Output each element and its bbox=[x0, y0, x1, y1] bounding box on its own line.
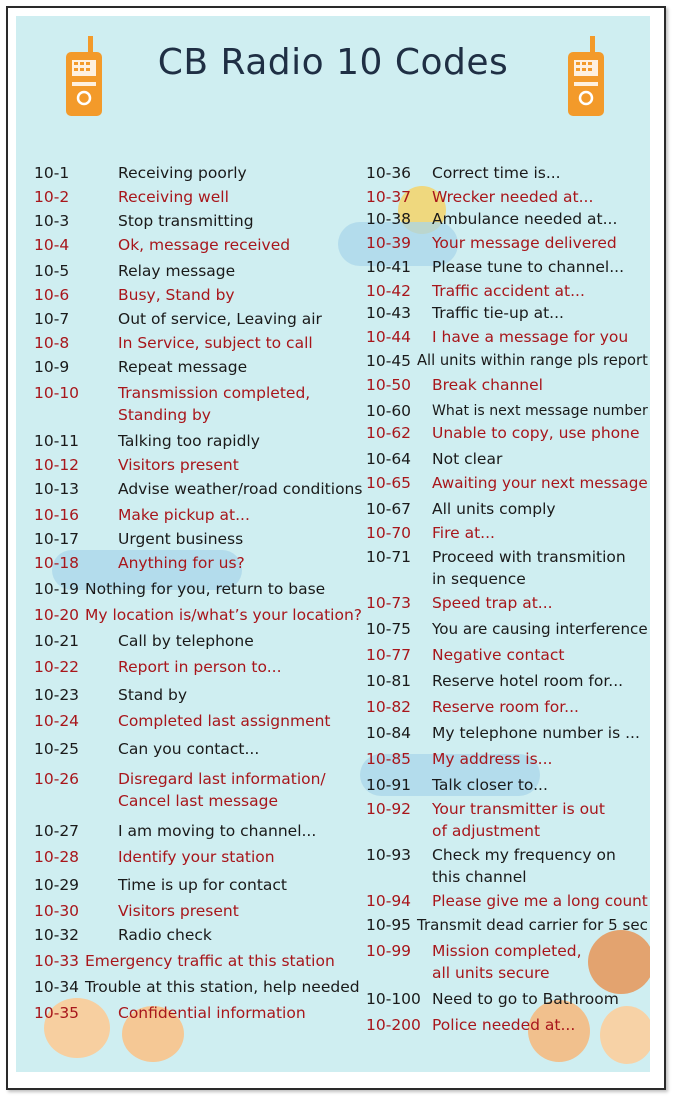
code-meaning: Stand by bbox=[118, 686, 188, 704]
code-number: 10-36 bbox=[366, 164, 412, 182]
code-entry bbox=[366, 350, 650, 372]
code-meaning: Advise weather/road conditions bbox=[118, 480, 363, 498]
code-entry bbox=[366, 472, 650, 494]
code-number: 10-71 bbox=[366, 548, 412, 566]
code-number: 10-8 bbox=[34, 334, 70, 352]
code-number: 10-94 bbox=[366, 892, 412, 910]
code-number: 10-100 bbox=[366, 990, 421, 1008]
code-entry bbox=[366, 1014, 650, 1036]
code-meaning: All units comply bbox=[432, 500, 556, 518]
code-meaning: Talk closer to... bbox=[432, 776, 548, 794]
code-meaning: Nothing for you, return to base bbox=[85, 580, 326, 598]
code-entry bbox=[366, 400, 650, 422]
code-entry bbox=[366, 774, 650, 796]
code-entry bbox=[366, 232, 650, 254]
code-meaning: My location is/what’s your location? bbox=[85, 606, 363, 624]
code-entry bbox=[366, 374, 650, 396]
code-entry bbox=[366, 798, 650, 842]
code-meaning-continued: all units secure bbox=[432, 964, 550, 982]
code-meaning: Wrecker needed at... bbox=[432, 188, 594, 206]
code-number: 10-23 bbox=[34, 686, 80, 704]
code-number: 10-43 bbox=[366, 304, 412, 322]
code-meaning: You are causing interference bbox=[432, 620, 648, 638]
code-meaning: Call by telephone bbox=[118, 632, 254, 650]
code-number: 10-62 bbox=[366, 424, 412, 442]
code-entry bbox=[34, 260, 354, 282]
code-number: 10-34 bbox=[34, 978, 80, 996]
code-number: 10-92 bbox=[366, 800, 412, 818]
code-meaning: Your message delivered bbox=[432, 234, 617, 252]
code-meaning: Traffic accident at... bbox=[432, 282, 585, 300]
code-number: 10-22 bbox=[34, 658, 80, 676]
code-meaning-continued: Cancel last message bbox=[118, 792, 278, 810]
code-entry bbox=[34, 1002, 354, 1024]
code-number: 10-4 bbox=[34, 236, 70, 254]
code-meaning: Repeat message bbox=[118, 358, 248, 376]
code-number: 10-73 bbox=[366, 594, 412, 612]
code-number: 10-7 bbox=[34, 310, 70, 328]
code-meaning: Reserve room for... bbox=[432, 698, 579, 716]
code-entry bbox=[34, 684, 354, 706]
code-meaning: Police needed at... bbox=[432, 1016, 576, 1034]
code-entry bbox=[34, 820, 354, 842]
code-meaning: Speed trap at... bbox=[432, 594, 553, 612]
code-meaning: Report in person to... bbox=[118, 658, 282, 676]
code-number: 10-44 bbox=[366, 328, 412, 346]
code-meaning: Out of service, Leaving air bbox=[118, 310, 322, 328]
page-title: CB Radio 10 Codes bbox=[157, 42, 509, 83]
code-entry bbox=[34, 900, 354, 922]
code-entry bbox=[366, 448, 650, 470]
code-entry bbox=[34, 430, 354, 452]
code-number: 10-95 bbox=[366, 916, 412, 934]
code-meaning: Visitors present bbox=[118, 902, 239, 920]
code-entry bbox=[366, 326, 650, 348]
code-number: 10-38 bbox=[366, 210, 412, 228]
code-meaning: Break channel bbox=[432, 376, 543, 394]
code-meaning: Busy, Stand by bbox=[118, 286, 235, 304]
code-number: 10-64 bbox=[366, 450, 412, 468]
code-number: 10-33 bbox=[34, 952, 80, 970]
code-meaning: Negative contact bbox=[432, 646, 565, 664]
code-meaning: Confidential information bbox=[118, 1004, 306, 1022]
code-number: 10-19 bbox=[34, 580, 80, 598]
code-number: 10-27 bbox=[34, 822, 80, 840]
code-meaning: Radio check bbox=[118, 926, 212, 944]
code-entry bbox=[34, 738, 354, 760]
code-meaning: Your transmitter is out bbox=[432, 800, 605, 818]
code-entry bbox=[366, 644, 650, 666]
code-meaning: I am moving to channel... bbox=[118, 822, 317, 840]
code-meaning: Receiving well bbox=[118, 188, 229, 206]
code-number: 10-91 bbox=[366, 776, 412, 794]
code-entry bbox=[366, 208, 650, 230]
code-entry bbox=[34, 186, 354, 208]
code-entry bbox=[34, 382, 354, 426]
code-number: 10-13 bbox=[34, 480, 80, 498]
code-entry bbox=[34, 234, 354, 256]
code-number: 10-18 bbox=[34, 554, 80, 572]
code-entry bbox=[34, 210, 354, 232]
code-number: 10-35 bbox=[34, 1004, 80, 1022]
code-meaning: Please give me a long count bbox=[432, 892, 648, 910]
code-entry bbox=[366, 186, 650, 208]
code-meaning: Proceed with transmition bbox=[432, 548, 626, 566]
code-meaning: Not clear bbox=[432, 450, 503, 468]
code-entry bbox=[34, 604, 363, 626]
code-meaning: Transmit dead carrier for 5 sec bbox=[417, 916, 648, 934]
code-entry bbox=[34, 478, 363, 500]
code-entry bbox=[366, 914, 650, 936]
code-entry bbox=[366, 696, 650, 718]
code-number: 10-32 bbox=[34, 926, 80, 944]
code-entry bbox=[366, 302, 650, 324]
code-meaning: Make pickup at... bbox=[118, 506, 250, 524]
code-meaning: Need to go to Bathroom bbox=[432, 990, 619, 1008]
code-meaning: Trouble at this station, help needed bbox=[85, 978, 360, 996]
code-number: 10-60 bbox=[366, 402, 412, 420]
code-number: 10-42 bbox=[366, 282, 412, 300]
code-entry bbox=[366, 546, 650, 590]
code-meaning: My address is... bbox=[432, 750, 553, 768]
code-meaning: Transmission completed, bbox=[118, 384, 311, 402]
code-number: 10-5 bbox=[34, 262, 70, 280]
code-number: 10-67 bbox=[366, 500, 412, 518]
code-entry bbox=[366, 162, 650, 184]
code-meaning: In Service, subject to call bbox=[118, 334, 313, 352]
code-number: 10-99 bbox=[366, 942, 412, 960]
code-number: 10-1 bbox=[34, 164, 70, 182]
code-number: 10-30 bbox=[34, 902, 80, 920]
code-number: 10-12 bbox=[34, 456, 80, 474]
code-entry bbox=[366, 618, 650, 640]
code-number: 10-85 bbox=[366, 750, 412, 768]
code-meaning: My telephone number is ... bbox=[432, 724, 640, 742]
code-entry bbox=[366, 844, 650, 888]
code-entry bbox=[366, 722, 650, 744]
code-meaning: Check my frequency on bbox=[432, 846, 616, 864]
code-number: 10-21 bbox=[34, 632, 80, 650]
code-meaning-continued: Standing by bbox=[118, 406, 211, 424]
code-meaning: What is next message number bbox=[432, 403, 648, 419]
code-number: 10-75 bbox=[366, 620, 412, 638]
code-meaning: Correct time is... bbox=[432, 164, 561, 182]
code-entry bbox=[34, 710, 354, 732]
code-entry bbox=[366, 592, 650, 614]
code-meaning: Ok, message received bbox=[118, 236, 291, 254]
code-number: 10-24 bbox=[34, 712, 80, 730]
code-meaning: Visitors present bbox=[118, 456, 239, 474]
code-meaning: Fire at... bbox=[432, 524, 495, 542]
code-number: 10-2 bbox=[34, 188, 70, 206]
code-meaning: Anything for us? bbox=[118, 554, 245, 572]
code-number: 10-84 bbox=[366, 724, 412, 742]
code-entry bbox=[34, 528, 354, 550]
code-entry bbox=[34, 332, 354, 354]
code-number: 10-200 bbox=[366, 1016, 421, 1034]
poster-panel bbox=[16, 16, 650, 1072]
code-number: 10-3 bbox=[34, 212, 70, 230]
code-entry bbox=[366, 422, 650, 444]
code-entry bbox=[34, 874, 354, 896]
code-number: 10-65 bbox=[366, 474, 412, 492]
code-meaning: Please tune to channel... bbox=[432, 258, 625, 276]
code-entry bbox=[34, 924, 354, 946]
code-number: 10-50 bbox=[366, 376, 412, 394]
code-number: 10-82 bbox=[366, 698, 412, 716]
code-meaning: Ambulance needed at... bbox=[432, 210, 618, 228]
code-meaning: Unable to copy, use phone bbox=[432, 424, 640, 442]
code-entry bbox=[366, 940, 650, 984]
code-meaning: Completed last assignment bbox=[118, 712, 331, 730]
code-entry bbox=[366, 988, 650, 1010]
code-meaning: Awaiting your next message bbox=[432, 474, 648, 492]
code-number: 10-9 bbox=[34, 358, 70, 376]
code-meaning: Reserve hotel room for... bbox=[432, 672, 624, 690]
code-number: 10-37 bbox=[366, 188, 412, 206]
code-entry bbox=[34, 768, 354, 812]
code-number: 10-20 bbox=[34, 606, 80, 624]
code-number: 10-41 bbox=[366, 258, 412, 276]
code-entry bbox=[366, 748, 650, 770]
code-entry bbox=[34, 630, 354, 652]
code-entry bbox=[366, 890, 650, 912]
code-meaning-continued: this channel bbox=[432, 868, 527, 886]
code-entry bbox=[366, 256, 650, 278]
code-meaning: Talking too rapidly bbox=[118, 432, 260, 450]
code-entry bbox=[34, 284, 354, 306]
code-meaning: Emergency traffic at this station bbox=[85, 952, 335, 970]
code-entry bbox=[34, 578, 354, 600]
code-meaning: Stop transmitting bbox=[118, 212, 254, 230]
code-meaning: Relay message bbox=[118, 262, 236, 280]
code-number: 10-11 bbox=[34, 432, 80, 450]
code-number: 10-16 bbox=[34, 506, 80, 524]
code-meaning: Time is up for contact bbox=[118, 876, 288, 894]
code-entry bbox=[34, 950, 354, 972]
code-number: 10-10 bbox=[34, 384, 80, 402]
code-meaning-continued: of adjustment bbox=[432, 822, 541, 840]
code-entry bbox=[366, 522, 650, 544]
code-meaning: Identify your station bbox=[118, 848, 275, 866]
code-entry bbox=[34, 454, 354, 476]
code-number: 10-28 bbox=[34, 848, 80, 866]
code-entry bbox=[34, 356, 354, 378]
code-entry bbox=[34, 162, 354, 184]
code-meaning-continued: in sequence bbox=[432, 570, 526, 588]
code-meaning: I have a message for you bbox=[432, 328, 629, 346]
code-meaning: Mission completed, bbox=[432, 942, 582, 960]
code-entry bbox=[366, 498, 650, 520]
code-entry bbox=[366, 280, 650, 302]
code-meaning: Urgent business bbox=[118, 530, 244, 548]
code-number: 10-26 bbox=[34, 770, 80, 788]
code-number: 10-6 bbox=[34, 286, 70, 304]
code-number: 10-29 bbox=[34, 876, 80, 894]
code-entry bbox=[34, 976, 360, 998]
code-meaning: All units within range pls report bbox=[417, 352, 648, 369]
code-entry bbox=[34, 552, 354, 574]
code-number: 10-77 bbox=[366, 646, 412, 664]
code-entry bbox=[34, 504, 354, 526]
code-meaning: Can you contact... bbox=[118, 740, 260, 758]
code-number: 10-70 bbox=[366, 524, 412, 542]
code-meaning: Disregard last information/ bbox=[118, 770, 326, 788]
code-number: 10-25 bbox=[34, 740, 80, 758]
code-entry bbox=[34, 308, 354, 330]
code-entry bbox=[366, 670, 650, 692]
code-number: 10-81 bbox=[366, 672, 412, 690]
code-number: 10-45 bbox=[366, 352, 412, 370]
code-meaning: Traffic tie-up at... bbox=[432, 304, 564, 322]
code-number: 10-93 bbox=[366, 846, 412, 864]
code-number: 10-17 bbox=[34, 530, 80, 548]
code-meaning: Receiving poorly bbox=[118, 164, 247, 182]
code-number: 10-39 bbox=[366, 234, 412, 252]
code-entry bbox=[34, 656, 354, 678]
code-entry bbox=[34, 846, 354, 868]
